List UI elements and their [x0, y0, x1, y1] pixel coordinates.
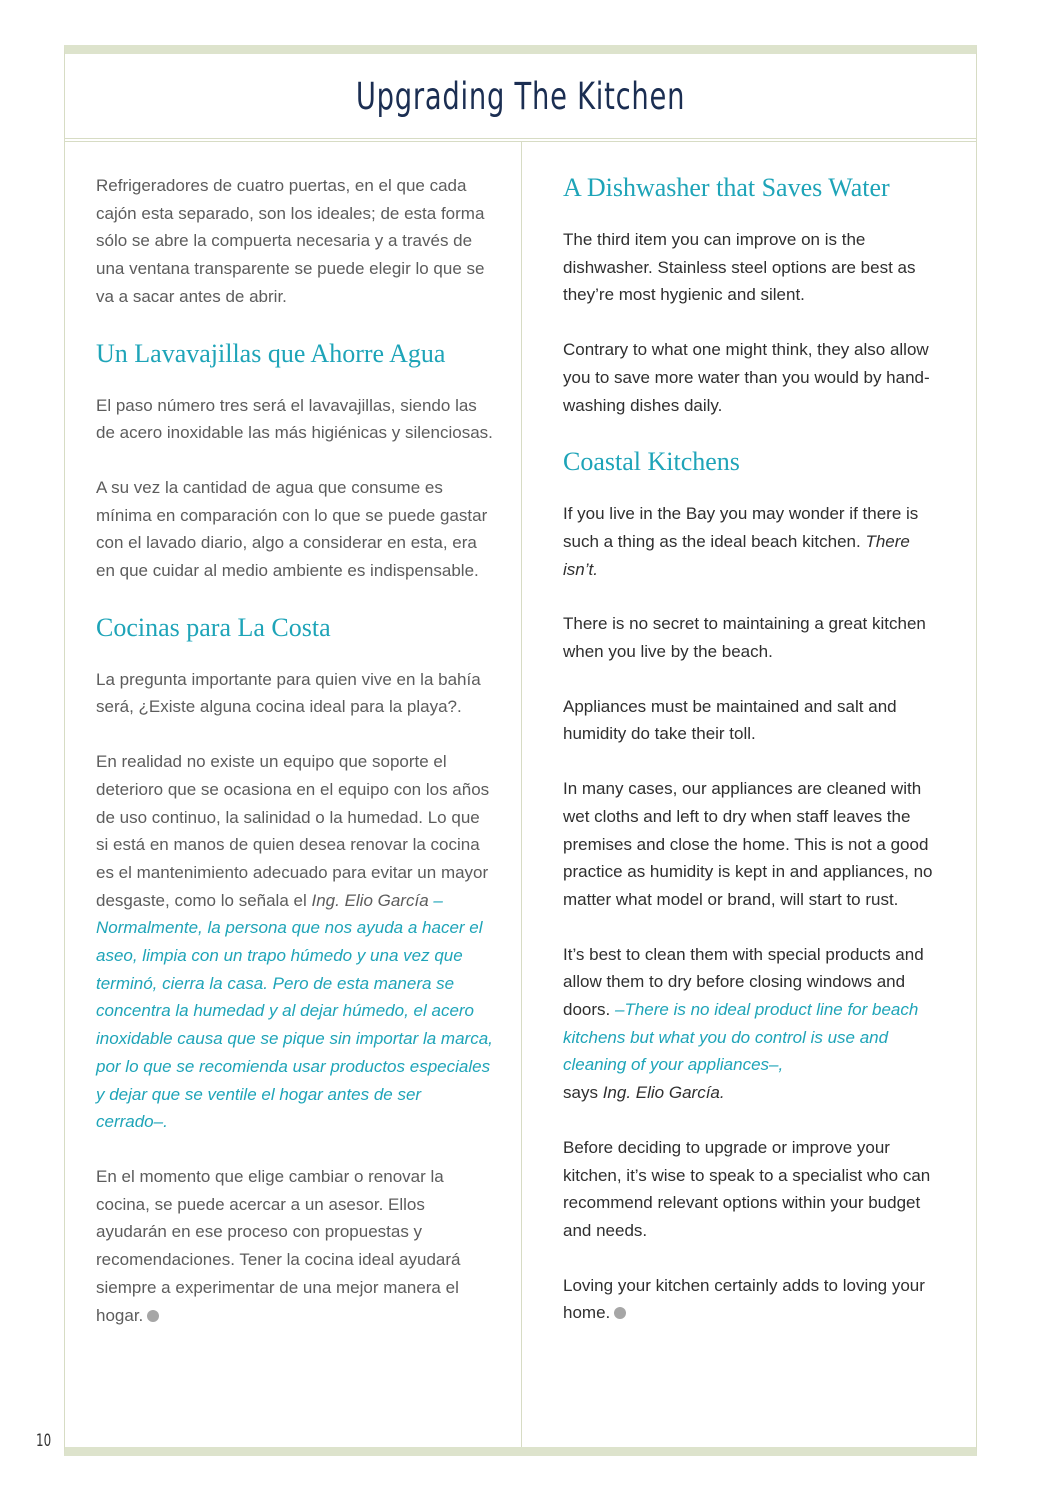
pull-quote: –Normalmente, la persona que nos ayuda a hacer el aseo, limpia con un trapo húmedo y una vez que terminó, cierra la casa. Pero de esta manera se concentra la humedad y al dejar húmedo, el acero inoxidable causa que se pique sin importar la marca, por lo que se recomienda usar productos especiales y dejar que se ventile el hogar antes de ser cerrado–.: [96, 890, 493, 1132]
column-divider: [521, 142, 522, 1447]
quoted-person: Ing. Elio García.: [602, 1083, 725, 1103]
paragraph: Refrigeradores de cuatro puertas, en el que cada cajón esta separado, son los ideales; de esta forma sólo se abre la compuerta necesaria y a través de una ventana transparente se puede elegir lo que se va a sacar antes de abrir.: [96, 176, 485, 306]
paragraph: La pregunta importante para quien vive en la bahía será, ¿Existe alguna cocina ideal para la playa?.: [96, 669, 481, 717]
paragraph: Appliances must be maintained and salt and humidity do take their toll.: [563, 696, 897, 744]
paragraph: Contrary to what one might think, they also allow you to save more water than you would by hand-washing dishes daily.: [563, 340, 930, 415]
page-frame: [64, 45, 977, 1456]
paragraph-text: If you live in the Bay you may wonder if there is such a thing as the ideal beach kitchen.: [563, 504, 919, 551]
paragraph: [563, 1272, 943, 1327]
paragraph: [96, 1163, 496, 1329]
paragraph-text: Loving your kitchen certainly adds to loving your home.: [563, 1275, 925, 1323]
paragraph-with-quote: [563, 941, 943, 1107]
paragraph-text: En el momento que elige cambiar o renovar la cocina, se puede acercar a un asesor. Ellos ayudarán en ese proceso con propuestas y recomendaciones. Tener la cocina ideal ayudará siempre a experimentar de una mejor manera el hogar.: [96, 1166, 461, 1325]
paragraph: A su vez la cantidad de agua que consume es mínima en comparación con lo que se puede gastar con el lavado diario, algo a considerar en esta, era en que cuidar al medio ambiente es indispensable.: [96, 477, 488, 581]
paragraph-text: It’s best to clean them with special products and allow them to dry before closing windows and doors.: [563, 944, 924, 1020]
paragraph: [563, 500, 943, 583]
paragraph: There is no secret to maintaining a great kitchen when you live by the beach.: [563, 614, 926, 662]
emphasis: There isn’t.: [563, 531, 910, 579]
paragraph: Before deciding to upgrade or improve your kitchen, it’s wise to speak to a specialist who can recommend relevant options within your budget and needs.: [563, 1137, 931, 1240]
spanish-column: [96, 172, 496, 1356]
section-heading: A Dishwasher that Saves Water: [563, 173, 890, 202]
paragraph-text: En realidad no existe un equipo que soporte el deterioro que se ocasiona en el equipo con los años de uso continuo, la salinidad o la humedad. Lo que si está en manos de quien desea renovar la cocina es el mantenimiento adecuado para evitar un mayor desgaste, como lo señala el: [96, 752, 490, 910]
paragraph-with-quote: [96, 748, 496, 1136]
paragraph: In many cases, our appliances are cleaned with wet cloths and left to dry when staff leaves the premises and close the home. This is not a good practice as humidity is kept in and appliances, no matter what model or brand, will start to rust.: [563, 779, 933, 909]
end-mark-icon: [147, 1310, 159, 1322]
paragraph: The third item you can improve on is the dishwasher. Stainless steel options are best as they’re most hygienic and silent.: [563, 230, 916, 305]
section-heading: Coastal Kitchens: [563, 447, 740, 477]
end-mark-icon: [614, 1307, 626, 1319]
paragraph: El paso número tres será el lavavajillas, siendo las de acero inoxidable las más higiénicas y silenciosas.: [96, 395, 493, 443]
pull-quote: –There is no ideal product line for beach kitchens but what you do control is use and cleaning of your appliances–,: [563, 1000, 919, 1075]
page-number: 10: [36, 1431, 52, 1451]
title-band: [65, 54, 976, 142]
page-title: Upgrading The Kitchen: [355, 74, 686, 118]
attribution: says: [563, 1083, 598, 1103]
quoted-person: Ing. Elio García: [311, 890, 429, 910]
section-heading: Un Lavavajillas que Ahorre Agua: [96, 338, 446, 368]
section-heading: Cocinas para La Costa: [96, 612, 331, 642]
english-column: [563, 172, 943, 1354]
